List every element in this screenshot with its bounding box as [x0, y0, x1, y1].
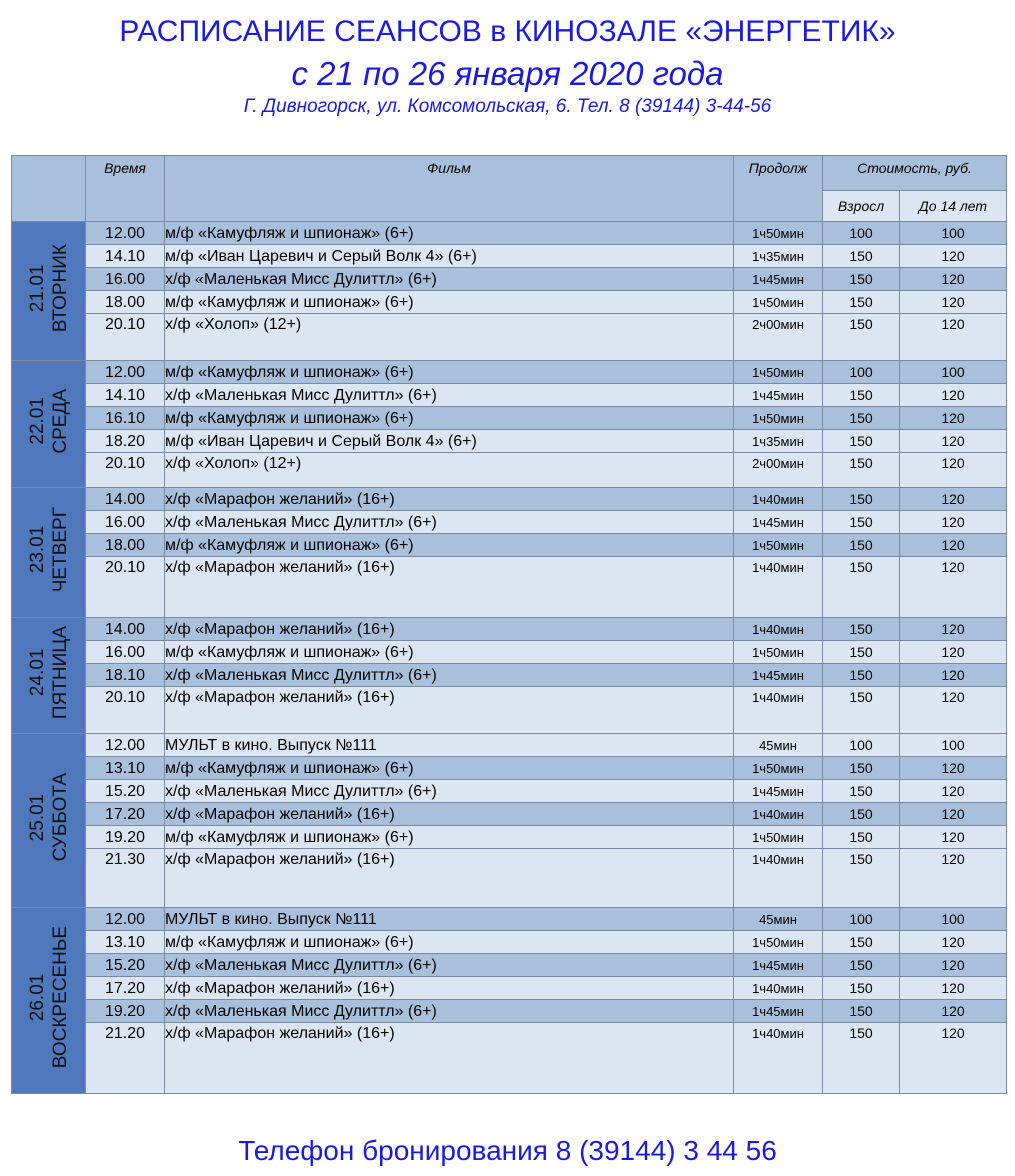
session-film: х/ф «Марафон желаний» (16+)	[165, 618, 734, 641]
session-adult-price: 150	[823, 757, 900, 780]
session-time: 12.00	[86, 734, 165, 757]
session-film: м/ф «Камуфляж и шпионаж» (6+)	[165, 534, 734, 557]
session-row	[12, 641, 1007, 664]
day-cell	[12, 734, 86, 908]
session-row	[12, 268, 1007, 291]
session-duration: 1ч40мин	[734, 488, 823, 511]
session-film: х/ф «Маленькая Мисс Дулиттл» (6+)	[165, 511, 734, 534]
day-date: 24.01	[26, 648, 48, 697]
page-title: РАСПИСАНИЕ СЕАНСОВ в КИНОЗАЛЕ «ЭНЕРГЕТИК»	[119, 15, 896, 48]
session-duration: 1ч35мин	[734, 430, 823, 453]
session-duration: 1ч45мин	[734, 780, 823, 803]
session-film: х/ф «Марафон желаний» (16+)	[165, 557, 734, 618]
cost-column-header: Стоимость, руб.	[823, 156, 1007, 191]
session-row	[12, 849, 1007, 908]
session-adult-price: 150	[823, 268, 900, 291]
session-time: 14.10	[86, 384, 165, 407]
session-duration: 45мин	[734, 908, 823, 931]
session-duration: 1ч50мин	[734, 757, 823, 780]
session-time: 16.00	[86, 268, 165, 291]
session-duration: 1ч50мин	[734, 291, 823, 314]
day-label	[26, 773, 72, 861]
session-time: 19.20	[86, 826, 165, 849]
day-date: 23.01	[26, 525, 48, 574]
session-time: 18.00	[86, 534, 165, 557]
session-film: х/ф «Марафон желаний» (16+)	[165, 849, 734, 908]
session-film: м/ф «Камуфляж и шпионаж» (6+)	[165, 757, 734, 780]
session-film: м/ф «Камуфляж и шпионаж» (6+)	[165, 291, 734, 314]
child-price-header: До 14 лет	[900, 191, 1007, 222]
session-child-price: 120	[900, 1023, 1007, 1094]
session-row	[12, 384, 1007, 407]
session-child-price: 120	[900, 314, 1007, 361]
session-time: 13.10	[86, 757, 165, 780]
session-child-price: 120	[900, 664, 1007, 687]
session-time: 19.20	[86, 1000, 165, 1023]
session-film: х/ф «Маленькая Мисс Дулиттл» (6+)	[165, 1000, 734, 1023]
session-child-price: 120	[900, 826, 1007, 849]
session-child-price: 120	[900, 430, 1007, 453]
session-row	[12, 245, 1007, 268]
film-column-header: Фильм	[165, 156, 734, 222]
session-adult-price: 150	[823, 803, 900, 826]
schedule-table	[11, 155, 1007, 1094]
day-label	[26, 926, 72, 1068]
session-duration: 1ч50мин	[734, 222, 823, 245]
session-row	[12, 618, 1007, 641]
session-time: 20.10	[86, 314, 165, 361]
session-time: 20.10	[86, 557, 165, 618]
session-adult-price: 150	[823, 618, 900, 641]
session-child-price: 120	[900, 384, 1007, 407]
session-time: 20.10	[86, 453, 165, 488]
duration-column-header: Продолж	[734, 156, 823, 222]
session-child-price: 120	[900, 931, 1007, 954]
session-child-price: 120	[900, 780, 1007, 803]
booking-phone: Телефон бронирования 8 (39144) 3 44 56	[238, 1135, 777, 1166]
session-duration: 1ч45мин	[734, 1000, 823, 1023]
session-duration: 1ч50мин	[734, 361, 823, 384]
session-child-price: 120	[900, 1000, 1007, 1023]
session-row	[12, 780, 1007, 803]
session-child-price: 120	[900, 618, 1007, 641]
session-duration: 1ч45мин	[734, 268, 823, 291]
session-child-price: 120	[900, 534, 1007, 557]
day-weekday: СУББОТА	[49, 773, 71, 862]
session-duration: 1ч45мин	[734, 384, 823, 407]
session-adult-price: 150	[823, 849, 900, 908]
session-duration: 1ч50мин	[734, 407, 823, 430]
session-duration: 1ч40мин	[734, 849, 823, 908]
session-adult-price: 150	[823, 977, 900, 1000]
session-duration: 1ч50мин	[734, 931, 823, 954]
session-adult-price: 150	[823, 245, 900, 268]
session-row	[12, 511, 1007, 534]
session-film: м/ф «Иван Царевич и Серый Волк 4» (6+)	[165, 245, 734, 268]
session-time: 18.00	[86, 291, 165, 314]
session-adult-price: 100	[823, 908, 900, 931]
session-adult-price: 150	[823, 407, 900, 430]
session-child-price: 120	[900, 641, 1007, 664]
session-time: 15.20	[86, 780, 165, 803]
day-label	[26, 626, 72, 719]
session-film: м/ф «Камуфляж и шпионаж» (6+)	[165, 222, 734, 245]
session-row	[12, 488, 1007, 511]
session-row	[12, 453, 1007, 488]
session-row	[12, 954, 1007, 977]
session-duration: 45мин	[734, 734, 823, 757]
session-row	[12, 361, 1007, 384]
session-adult-price: 150	[823, 314, 900, 361]
session-child-price: 120	[900, 291, 1007, 314]
session-film: х/ф «Марафон желаний» (16+)	[165, 1023, 734, 1094]
session-film: х/ф «Маленькая Мисс Дулиттл» (6+)	[165, 780, 734, 803]
session-child-price: 100	[900, 222, 1007, 245]
session-adult-price: 150	[823, 453, 900, 488]
session-duration: 1ч40мин	[734, 618, 823, 641]
session-duration: 1ч50мин	[734, 534, 823, 557]
adult-price-header: Взросл	[823, 191, 900, 222]
date-range: с 21 по 26 января 2020 года	[291, 55, 724, 92]
session-row	[12, 1023, 1007, 1094]
session-time: 14.10	[86, 245, 165, 268]
session-row	[12, 534, 1007, 557]
session-film: м/ф «Камуфляж и шпионаж» (6+)	[165, 641, 734, 664]
session-film: х/ф «Марафон желаний» (16+)	[165, 687, 734, 734]
day-weekday: ПЯТНИЦА	[49, 625, 71, 720]
session-duration: 1ч40мин	[734, 557, 823, 618]
day-cell	[12, 222, 86, 361]
session-film: х/ф «Марафон желаний» (16+)	[165, 803, 734, 826]
session-adult-price: 150	[823, 384, 900, 407]
session-film: МУЛЬТ в кино. Выпуск №111	[165, 734, 734, 757]
session-child-price: 120	[900, 557, 1007, 618]
session-adult-price: 100	[823, 734, 900, 757]
session-adult-price: 100	[823, 222, 900, 245]
session-time: 13.10	[86, 931, 165, 954]
session-duration: 1ч45мин	[734, 511, 823, 534]
day-cell	[12, 488, 86, 618]
session-duration: 1ч50мин	[734, 641, 823, 664]
session-time: 14.00	[86, 618, 165, 641]
session-row	[12, 314, 1007, 361]
session-row	[12, 664, 1007, 687]
session-child-price: 120	[900, 687, 1007, 734]
session-adult-price: 150	[823, 641, 900, 664]
session-duration: 1ч40мин	[734, 687, 823, 734]
day-label	[26, 389, 72, 454]
session-film: х/ф «Марафон желаний» (16+)	[165, 488, 734, 511]
session-adult-price: 150	[823, 687, 900, 734]
day-cell	[12, 618, 86, 734]
day-date: 22.01	[26, 397, 48, 445]
session-duration: 1ч40мин	[734, 1023, 823, 1094]
day-date: 26.01	[26, 973, 48, 1022]
session-adult-price: 150	[823, 1000, 900, 1023]
session-duration: 1ч35мин	[734, 245, 823, 268]
session-time: 21.30	[86, 849, 165, 908]
session-film: х/ф «Маленькая Мисс Дулиттл» (6+)	[165, 954, 734, 977]
day-cell	[12, 908, 86, 1094]
session-film: х/ф «Маленькая Мисс Дулиттл» (6+)	[165, 268, 734, 291]
session-row	[12, 908, 1007, 931]
day-column-header	[12, 156, 86, 222]
session-child-price: 120	[900, 803, 1007, 826]
session-time: 20.10	[86, 687, 165, 734]
session-adult-price: 150	[823, 511, 900, 534]
address-line: Г. Дивногорск, ул. Комсомольская, 6. Тел. 8 (39144) 3-44-56	[243, 96, 772, 117]
session-child-price: 100	[900, 908, 1007, 931]
day-weekday: СРЕДА	[49, 388, 71, 454]
session-adult-price: 100	[823, 361, 900, 384]
session-adult-price: 150	[823, 291, 900, 314]
session-time: 18.10	[86, 664, 165, 687]
session-adult-price: 150	[823, 931, 900, 954]
session-time: 12.00	[86, 361, 165, 384]
session-time: 16.10	[86, 407, 165, 430]
session-child-price: 120	[900, 268, 1007, 291]
session-child-price: 120	[900, 488, 1007, 511]
session-child-price: 120	[900, 954, 1007, 977]
time-column-header: Время	[86, 156, 165, 222]
session-row	[12, 687, 1007, 734]
session-adult-price: 150	[823, 534, 900, 557]
day-label	[26, 244, 72, 332]
schedule-body	[12, 222, 1007, 1094]
session-film: м/ф «Камуфляж и шпионаж» (6+)	[165, 931, 734, 954]
session-row	[12, 222, 1007, 245]
session-row	[12, 557, 1007, 618]
day-weekday: ВТОРНИК	[49, 243, 71, 333]
session-film: х/ф «Маленькая Мисс Дулиттл» (6+)	[165, 664, 734, 687]
session-child-price: 100	[900, 361, 1007, 384]
header-row	[12, 156, 1007, 191]
session-film: м/ф «Иван Царевич и Серый Волк 4» (6+)	[165, 430, 734, 453]
session-child-price: 120	[900, 977, 1007, 1000]
session-adult-price: 150	[823, 430, 900, 453]
session-duration: 1ч50мин	[734, 826, 823, 849]
session-duration: 2ч00мин	[734, 314, 823, 361]
session-child-price: 120	[900, 453, 1007, 488]
session-row	[12, 931, 1007, 954]
session-time: 12.00	[86, 908, 165, 931]
session-time: 21.20	[86, 1023, 165, 1094]
session-child-price: 120	[900, 407, 1007, 430]
day-date: 21.01	[26, 264, 48, 312]
session-film: м/ф «Камуфляж и шпионаж» (6+)	[165, 361, 734, 384]
day-date: 25.01	[26, 793, 48, 842]
session-adult-price: 150	[823, 664, 900, 687]
session-time: 15.20	[86, 954, 165, 977]
session-film: м/ф «Камуфляж и шпионаж» (6+)	[165, 826, 734, 849]
session-row	[12, 407, 1007, 430]
session-row	[12, 757, 1007, 780]
session-row	[12, 291, 1007, 314]
session-duration: 1ч45мин	[734, 954, 823, 977]
session-adult-price: 150	[823, 780, 900, 803]
session-child-price: 100	[900, 734, 1007, 757]
session-child-price: 120	[900, 245, 1007, 268]
session-child-price: 120	[900, 757, 1007, 780]
day-cell	[12, 361, 86, 488]
session-child-price: 120	[900, 849, 1007, 908]
session-row	[12, 803, 1007, 826]
session-time: 17.20	[86, 803, 165, 826]
session-time: 17.20	[86, 977, 165, 1000]
session-time: 14.00	[86, 488, 165, 511]
session-time: 16.00	[86, 641, 165, 664]
session-film: МУЛЬТ в кино. Выпуск №111	[165, 908, 734, 931]
session-time: 16.00	[86, 511, 165, 534]
day-label	[26, 507, 72, 592]
session-row	[12, 977, 1007, 1000]
session-duration: 1ч45мин	[734, 664, 823, 687]
session-duration: 1ч40мин	[734, 977, 823, 1000]
session-child-price: 120	[900, 511, 1007, 534]
session-film: х/ф «Холоп» (12+)	[165, 314, 734, 361]
session-row	[12, 430, 1007, 453]
day-weekday: ЧЕТВЕРГ	[49, 506, 71, 593]
session-adult-price: 150	[823, 954, 900, 977]
session-film: м/ф «Камуфляж и шпионаж» (6+)	[165, 407, 734, 430]
session-row	[12, 734, 1007, 757]
session-duration: 2ч00мин	[734, 453, 823, 488]
session-film: х/ф «Маленькая Мисс Дулиттл» (6+)	[165, 384, 734, 407]
day-weekday: ВОСКРЕСЕНЬЕ	[49, 926, 71, 1069]
session-adult-price: 150	[823, 557, 900, 618]
session-duration: 1ч40мин	[734, 803, 823, 826]
session-time: 12.00	[86, 222, 165, 245]
session-film: х/ф «Марафон желаний» (16+)	[165, 977, 734, 1000]
session-row	[12, 826, 1007, 849]
session-row	[12, 1000, 1007, 1023]
session-adult-price: 150	[823, 1023, 900, 1094]
session-time: 18.20	[86, 430, 165, 453]
session-adult-price: 150	[823, 488, 900, 511]
session-film: х/ф «Холоп» (12+)	[165, 453, 734, 488]
session-adult-price: 150	[823, 826, 900, 849]
